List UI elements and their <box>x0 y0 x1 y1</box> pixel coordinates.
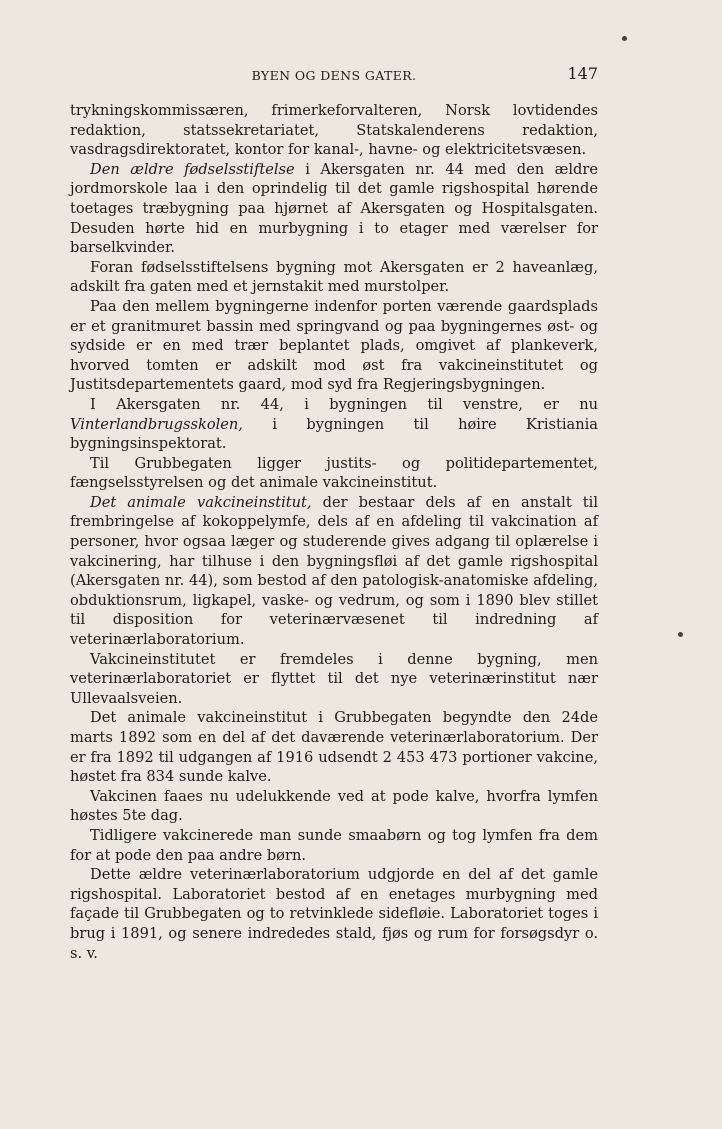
paragraph-text: der bestaar dels af en anstalt til frembringelse af kokoppelymfe, dels af en afdeling til vakcination af personer, hvor ogsaa læger og studerende gives adgang til oplærelse i vakcinering, har tilhuse i den bygningsfløi af det gamle rigshospital (Akersgaten nr. 44), som bestod af den patologisk-anatomiske afdeling, obduktionsrum, ligkapel, vaske- og vedrum, og som i 1890 blev stillet til disposition for veterinærvæsenet til indredning af veterinærlaboratorium. <box>70 493 598 649</box>
paragraph-italic: Vinterlandbrugsskolen, <box>70 415 243 433</box>
paragraph <box>70 826 598 865</box>
paragraph <box>70 101 598 160</box>
paragraph-lead: Den ældre fødselsstiftelse <box>90 160 295 178</box>
page-number: 147 <box>567 64 598 83</box>
paragraph <box>70 650 598 709</box>
body-text <box>70 101 598 963</box>
paragraph <box>70 787 598 826</box>
paragraph-text: Vakcineinstitutet er fremdeles i denne bygning, men veterinærlaboratoriet er flyttet til det nye veterinærinstitut nær Ullevaalsveien. <box>70 650 598 707</box>
paper-speck <box>622 36 627 41</box>
paragraph-lead: Det animale vakcineinstitut, <box>90 493 312 511</box>
paragraph <box>70 297 598 395</box>
paragraph <box>70 395 598 454</box>
running-title: BYEN OG DENS GATER. <box>251 68 417 83</box>
paragraph-text: Paa den mellem bygningerne indenfor porten værende gaardsplads er et granitmuret bassin med springvand og paa bygningernes øst- og sydside er en med trær beplantet plads, omgivet af plankeverk, hvorved tomten er adskilt mod øst fra vakcineinstitutet og Justitsdepartementets gaard, mod syd fra Regjeringsbygningen. <box>70 297 598 394</box>
paragraph <box>70 493 598 650</box>
paragraph <box>70 454 598 493</box>
page-header <box>70 64 598 88</box>
paragraph-text: Det animale vakcineinstitut i Grubbegaten begyndte den 24de marts 1892 som en del af det daværende veterinærlaboratorium. Der er fra 1892 til udgangen af 1916 udsendt 2 453 473 portioner vakcine, høstet fra 834 sunde kalve. <box>70 709 598 786</box>
paragraph <box>70 865 598 963</box>
paragraph-text: Dette ældre veterinærlaboratorium udgjorde en del af det gamle rigshospital. Laboratoriet bestod af en enetages murbygning med façade til Grubbegaten og to retvinklede sidefløie. Laboratoriet toges i brug i 1891, og senere indrededes stald, fjøs og rum for forsøgsdyr o. s. v. <box>70 866 598 962</box>
paper-speck <box>678 632 683 637</box>
paragraph-text: Til Grubbegaten ligger justits- og politidepartementet, fængselsstyrelsen og det animale vakcineinstitut. <box>70 454 598 492</box>
paragraph-text: Foran fødselsstiftelsens bygning mot Akersgaten er 2 haveanlæg, adskilt fra gaten med et jernstakit med murstolper. <box>70 258 598 296</box>
paragraph-text: i bygningen til høire Kristiania bygningsinspektorat. <box>70 415 598 453</box>
paragraph-text: trykningskommissæren, frimerkeforvalteren, Norsk lovtidendes redaktion, statssekretariatet, Statskalenderens redaktion, vasdragsdirektoratet, kontor for kanal-, havne- og elektricitetsvæsen. <box>70 102 598 159</box>
paragraph-text: Tidligere vakcinerede man sunde smaabørn og tog lymfen fra dem for at pode den paa andre børn. <box>70 826 598 864</box>
paragraph <box>70 258 598 297</box>
paragraph <box>70 160 598 258</box>
paragraph-text: i Akersgaten nr. 44 med den ældre jordmorskole laa i den oprindelig til det gamle rigshospital hørende toetages træbygning paa hjørnet af Akersgaten og Hospitalsgaten. Desuden hørte hid en murbygning i to etager med værelser for barselkvinder. <box>70 160 598 257</box>
paragraph-text: I Akersgaten nr. 44, i bygningen til venstre, er nu <box>90 395 598 413</box>
paragraph-text: Vakcinen faaes nu udelukkende ved at pode kalve, hvorfra lymfen høstes 5te dag. <box>70 787 598 825</box>
paragraph <box>70 708 598 786</box>
